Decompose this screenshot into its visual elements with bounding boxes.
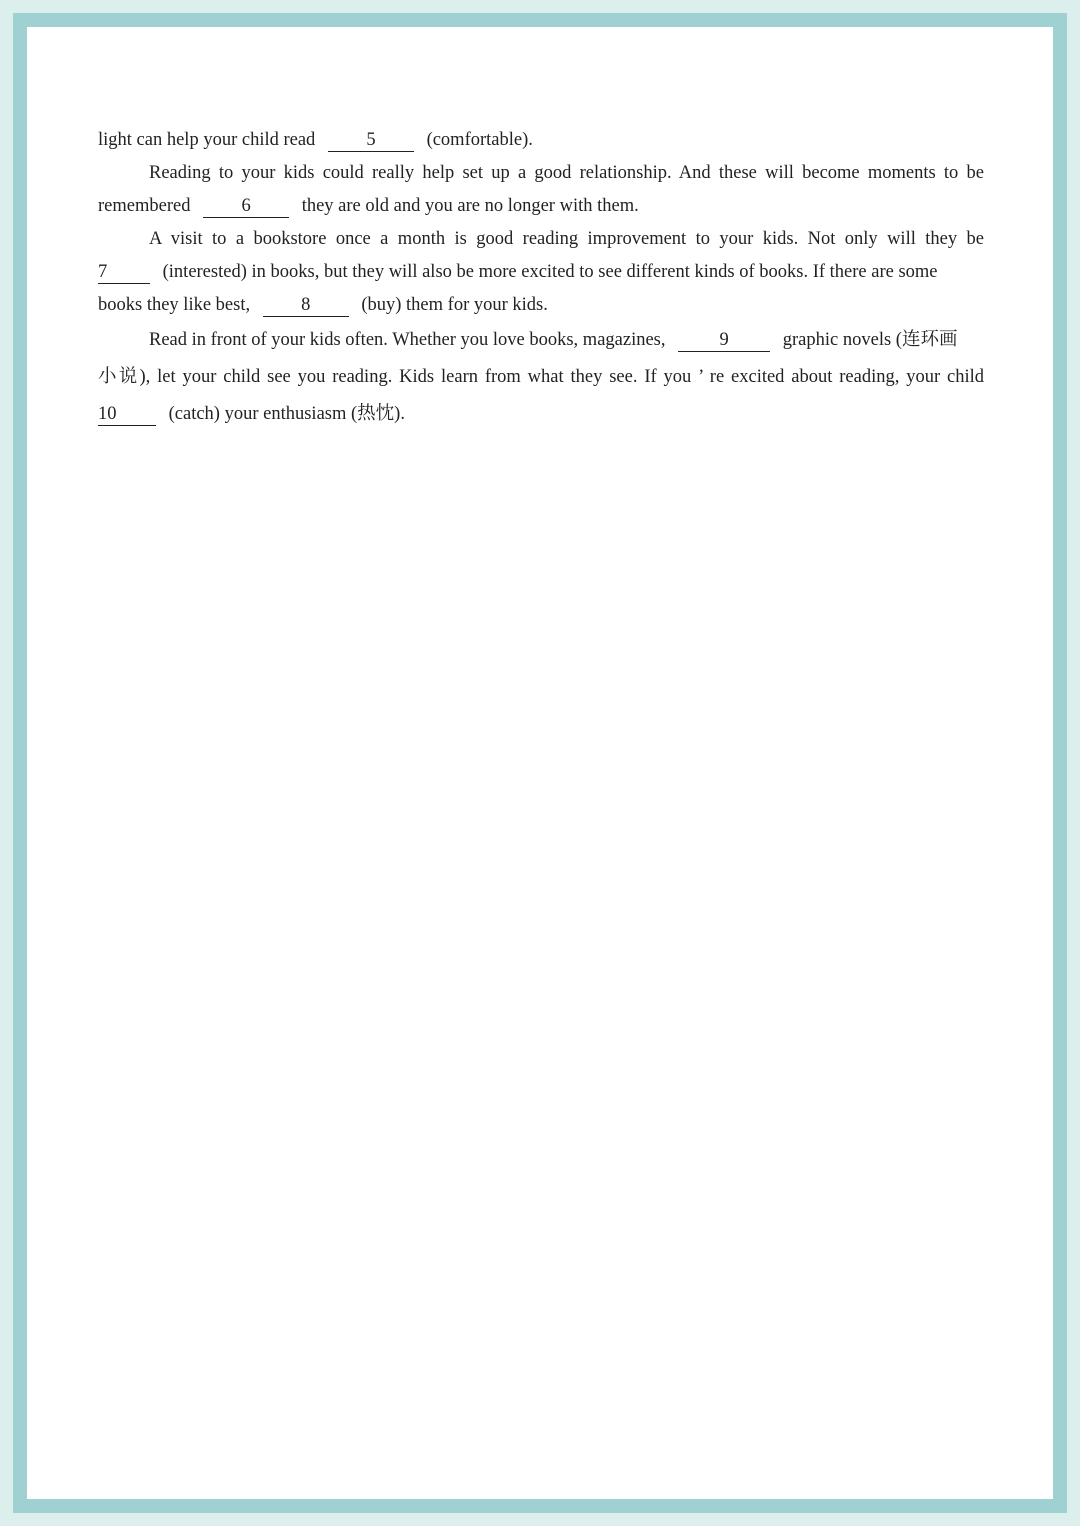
passage-line-1 [98, 124, 984, 157]
passage-line-8 [98, 359, 984, 396]
passage-text [98, 124, 984, 433]
passage-line-4 [98, 223, 984, 256]
line-text: light can help your child read [98, 130, 316, 150]
answer-blank-9: 9 [678, 330, 770, 352]
answer-blank-7: 7 [98, 262, 150, 284]
line-text: Read in front of your kids often. Whether you love books, magazines, [149, 330, 666, 350]
line-text: 小说), let your child see you reading. Kids learn from what they see. If you ’ re excited about reading, your child [98, 367, 984, 387]
passage-line-9 [98, 396, 984, 433]
answer-blank-6: 6 [203, 196, 289, 218]
line-text: (catch) your enthusiasm (热忱). [168, 404, 405, 424]
answer-blank-10: 10 [98, 404, 156, 426]
passage-line-6 [98, 289, 984, 322]
line-text: Reading to your kids could really help set up a good relationship. And these will become moments to be [149, 163, 984, 183]
line-text: remembered [98, 196, 191, 216]
passage-line-3 [98, 190, 984, 223]
line-text: A visit to a bookstore once a month is good reading improvement to your kids. Not only will they be [149, 229, 984, 249]
answer-blank-8: 8 [263, 295, 349, 317]
line-text: (buy) them for your kids. [361, 295, 548, 315]
line-text: they are old and you are no longer with them. [301, 196, 639, 216]
document-page [27, 27, 1053, 1499]
passage-line-2 [98, 157, 984, 190]
line-text: books they like best, [98, 295, 251, 315]
line-text: (comfortable). [426, 130, 533, 150]
passage-line-5 [98, 256, 984, 289]
line-text: (interested) in books, but they will also be more excited to see different kinds of books. If there are some [162, 262, 938, 282]
line-text: graphic novels (连环画 [782, 330, 958, 350]
passage-line-7 [98, 322, 984, 359]
answer-blank-5: 5 [328, 130, 414, 152]
